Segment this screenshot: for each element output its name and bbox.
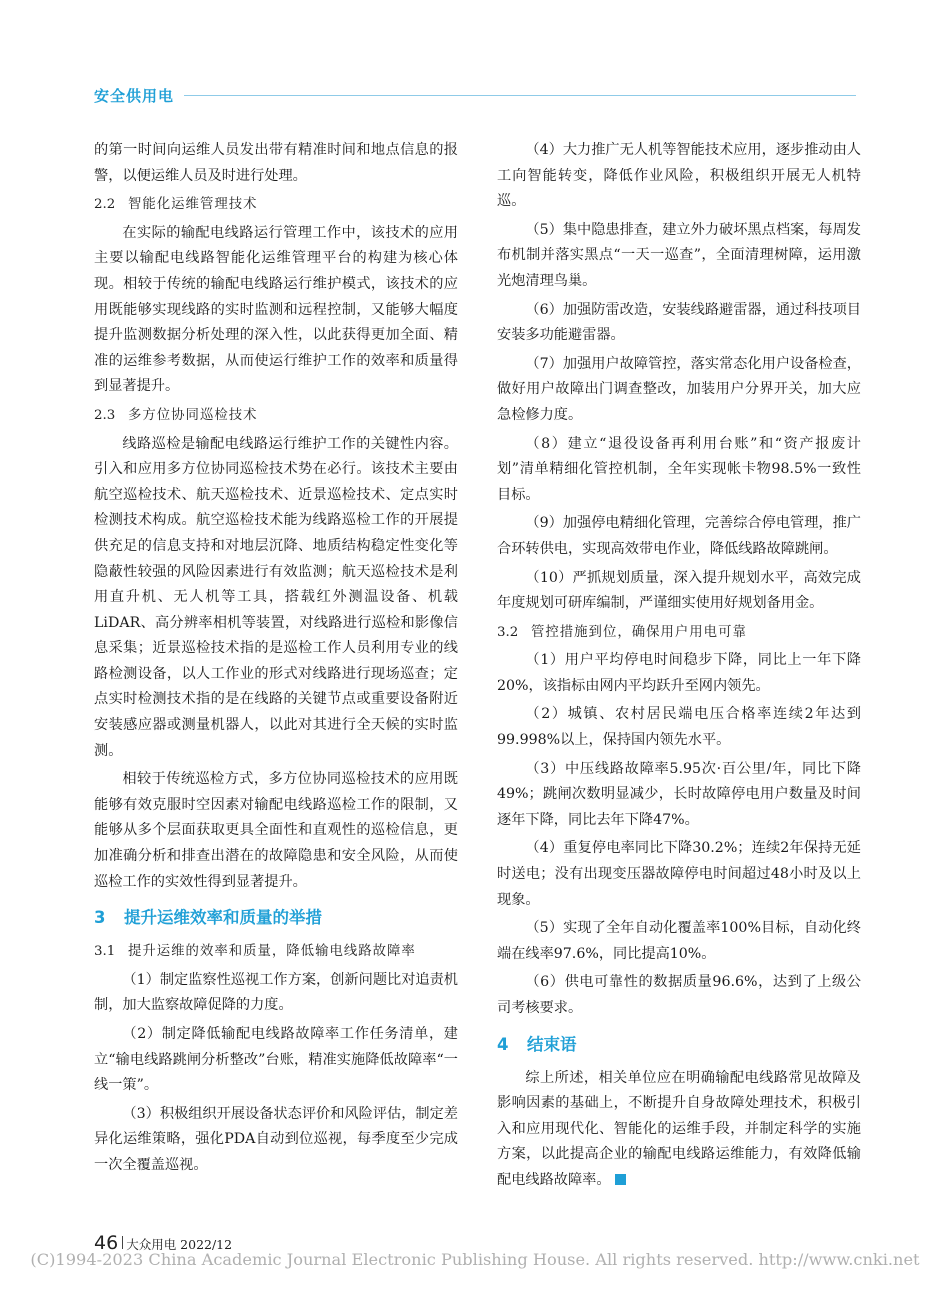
header-rule xyxy=(184,95,856,96)
section-category-title: 安全供用电 xyxy=(94,86,175,105)
paragraph: 相较于传统巡检方式，多方位协同巡检技术的应用既能够有效克服时空因素对输配电线路巡检工作的限制，又能够从多个层面获取更具全面性和直观性的巡检信息，更加准确分析和排查出潜在的故障隐患和安全风险，从而使巡检工作的实效性得到显著提升。 xyxy=(94,771,458,890)
section-heading-3: 3 提升运维效率和质量的举措 xyxy=(94,908,322,928)
list-item: （2）城镇、农村居民端电压合格率连续2年达到99.998%以上，保持国内领先水平。 xyxy=(497,706,861,749)
left-column xyxy=(94,138,458,1182)
list-item: （5）集中隐患排查，建立外力破坏黑点档案，每周发布机制并落实黑点“一天一巡查”，全面清理树障，运用激光炮清理鸟巢。 xyxy=(497,221,861,289)
list-item: （1）用户平均停电时间稳步下降，同比上一年下降20%，该指标由网内平均跃升至网内领先。 xyxy=(497,652,861,694)
copyright-watermark: (C)1994-2023 China Academic Journal Electronic Publishing House. All rights reserved. http://www.cnki.net xyxy=(30,1250,920,1269)
subsection-heading-2-2: 2.2 智能化运维管理技术 xyxy=(94,197,258,213)
list-item: （9）加强停电精细化管理，完善综合停电管理，推广合环转供电，实现高效带电作业，降低线路故障跳闸。 xyxy=(497,515,861,557)
subsection-heading-3-1: 3.1 提升运维的效率和质量，降低输电线路故障率 xyxy=(94,944,416,960)
list-item: （2）制定降低输配电线路故障率工作任务清单，建立“输电线路跳闸分析整改”台账，精准实施降低故障率“一线一策”。 xyxy=(94,1026,458,1094)
list-item: （3）中压线路故障率5.95次·百公里/年，同比下降49%；跳闸次数明显减少，长时故障停电用户数量及时间逐年下降，同比去年下降47%。 xyxy=(497,760,861,828)
journal-issue: 大众用电 2022/12 xyxy=(126,1237,233,1252)
paragraph: 线路巡检是输配电线路运行维护工作的关键性内容。引入和应用多方位协同巡检技术势在必行。该技术主要由航空巡检技术、航天巡检技术、近景巡检技术、定点实时检测技术构成。航空巡检技术能为线路巡检工作的开展提供充足的信息支持和对地层沉降、地质结构稳定性变化等隐蔽性较强的风险因素进行有效监测；航天巡检技术是利用直升机、无人机等工具，搭载红外测温设备、机载LiDAR、高分辨率相机等装置，对线路进行巡检和影像信息采集；近景巡检技术指的是巡检工作人员利用专业的线路检测设备，以人工作业的形式对线路进行现场巡查；定点实时检测技术指的是在线路的关键节点或重要设备附近安装感应器或测量机器人，以此对其进行全天候的实时监测。 xyxy=(94,435,458,759)
list-item: （8）建立“退役设备再利用台账”和“资产报废计划”清单精细化管控机制，全年实现帐卡物98.5%一致性目标。 xyxy=(497,435,861,503)
end-mark-icon xyxy=(615,1174,626,1185)
list-item: （4）大力推广无人机等智能技术应用，逐步推动由人工向智能转变，降低作业风险，积极组织开展无人机特巡。 xyxy=(497,142,861,210)
subsection-heading-3-2: 3.2 管控措施到位，确保用户用电可靠 xyxy=(497,624,747,640)
list-item: （6）供电可靠性的数据质量96.6%，达到了上级公司考核要求。 xyxy=(497,974,861,1016)
list-item: （1）制定监察性巡视工作方案，创新问题比对追责机制，加大监察故障促降的力度。 xyxy=(94,971,458,1014)
list-item: （6）加强防雷改造，安装线路避雷器，通过科技项目安装多功能避雷器。 xyxy=(497,301,861,344)
running-header xyxy=(94,84,856,106)
list-item: （3）积极组织开展设备状态评价和风险评估，制定差异化运维策略，强化PDA自动到位巡视，每季度至少完成一次全覆盖巡视。 xyxy=(94,1105,458,1173)
section-heading-4: 4 结束语 xyxy=(497,1034,577,1054)
paragraph: 的第一时间向运维人员发出带有精准时间和地点信息的报警，以便运维人员及时进行处理。 xyxy=(94,142,458,184)
paragraph: 在实际的输配电线路运行管理工作中，该技术的应用主要以输配电线路智能化运维管理平台的构建为核心体现。相较于传统的输配电线路运行维护模式，该技术的应用既能够实现线路的实时监测和远程控制，又能够大幅度提升监测数据分析处理的深入性，以此获得更加全面、精准的运维参考数据，从而使运行维护工作的效率和质量得到显著提升。 xyxy=(94,224,458,395)
page-number: 46 xyxy=(94,1232,119,1254)
footer-divider xyxy=(122,1236,123,1249)
subsection-heading-2-3: 2.3 多方位协同巡检技术 xyxy=(94,407,258,423)
list-item: （4）重复停电率同比下降30.2%；连续2年保持无延时送电；没有出现变压器故障停电时间超过48小时及以上现象。 xyxy=(497,840,861,908)
list-item: （7）加强用户故障管控，落实常态化用户设备检查，做好用户故障出门调查整改，加装用户分界开关，加大应急检修力度。 xyxy=(497,355,861,423)
list-item: （10）严抓规划质量，深入提升规划水平，高效完成年度规划可研库编制，严谨细实使用好规划备用金。 xyxy=(497,569,861,612)
conclusion-paragraph: 综上所述，相关单位应在明确输配电线路常见故障及影响因素的基础上，不断提升自身故障处理技术，积极引入和应用现代化、智能化的运维手段，并制定科学的实施方案，以此提高企业的输配电线路运维能力，有效降低输配电线路故障率。 xyxy=(497,1069,861,1188)
list-item: （5）实现了全年自动化覆盖率100%目标，自动化终端在线率97.6%，同比提高10%。 xyxy=(497,920,861,962)
right-column xyxy=(497,138,861,1197)
